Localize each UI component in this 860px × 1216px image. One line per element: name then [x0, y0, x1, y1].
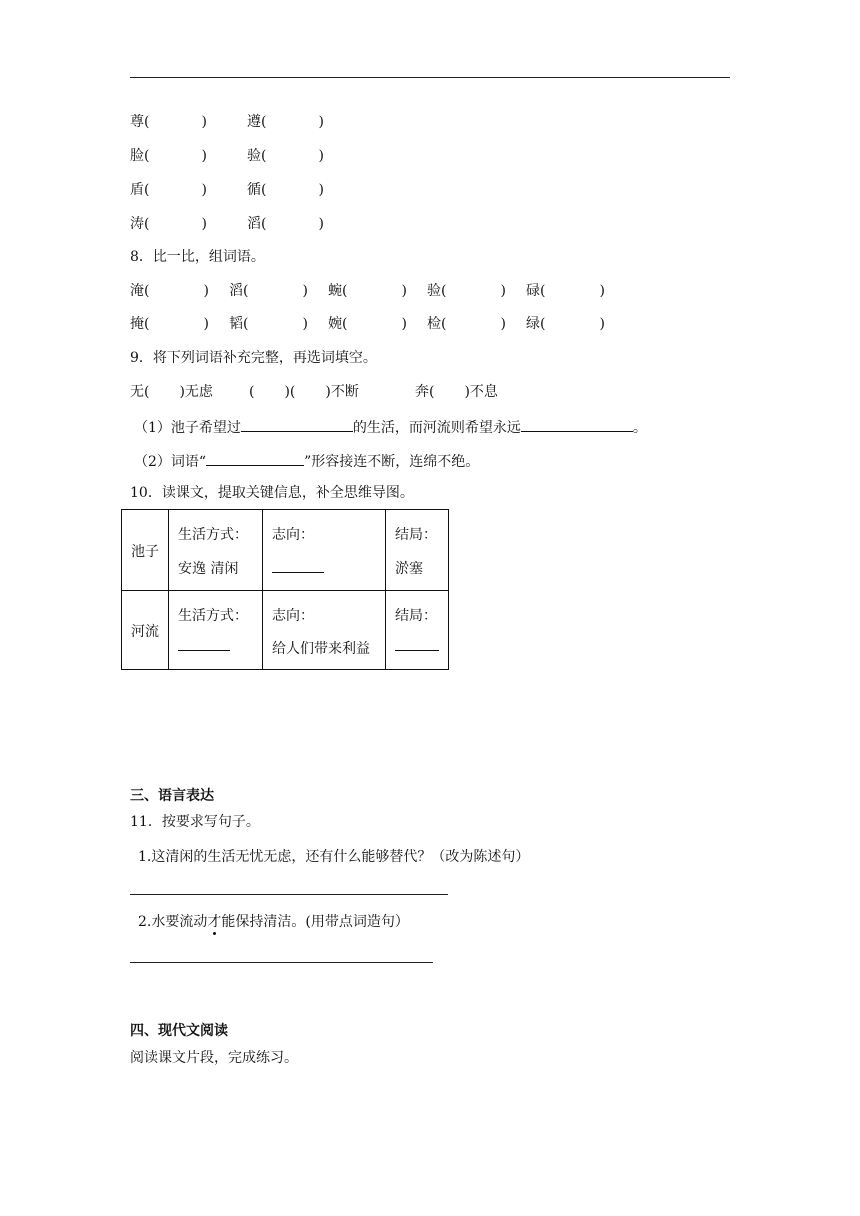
q10-title: 10．读课文，提取关键信息，补全思维导图。: [130, 485, 414, 501]
blank-line[interactable]: [206, 451, 304, 466]
q9-word-2: ( )( )不断: [249, 384, 359, 400]
pair-row-1: 尊( ): [130, 114, 207, 130]
q9-sub-2: （2）词语“ ”形容接连不断，连绵不绝。: [134, 451, 479, 471]
pair-row-3: 盾( ): [130, 182, 207, 198]
answer-blank[interactable]: [395, 638, 439, 651]
outcome-cell: 结局： 淤塞: [386, 510, 449, 591]
answer-line-1[interactable]: [130, 894, 448, 895]
blank-line[interactable]: [521, 417, 633, 432]
answer-blank[interactable]: [178, 638, 230, 651]
q8-row-2-c: 婉( ): [328, 316, 407, 332]
pair-row-3b: 循( ): [247, 182, 324, 198]
pair-row-2: 脸( ): [130, 148, 207, 164]
q9-title: 9．将下列词语补充完整，再选词填空。: [130, 350, 377, 366]
pair-row-2b: 验( ): [247, 148, 324, 164]
q9-word-3: 奔( )不息: [415, 384, 498, 400]
mind-map-table: [121, 509, 449, 670]
pair-row-1b: 遵( ): [247, 114, 324, 130]
q8-row-2: 掩( ): [130, 316, 209, 332]
q8-row-1-b: 滔( ): [229, 283, 308, 299]
q11-sentence-1: 1.这清闲的生活无忧无虑，还有什么能够替代？（改为陈述句）: [138, 849, 530, 865]
answer-line-2[interactable]: [130, 962, 433, 963]
section-3-title: 三、语言表达: [130, 788, 214, 804]
q8-row-2-d: 检( ): [427, 316, 506, 332]
table-row: [122, 510, 449, 591]
lifestyle-cell: 生活方式： 安逸 清闲: [169, 510, 263, 591]
dotted-word: 才: [207, 914, 222, 930]
row-label-cell: 池子: [122, 510, 169, 591]
answer-blank[interactable]: [272, 560, 324, 573]
blank-line[interactable]: [241, 417, 353, 432]
pair-row-4: 涛( ): [130, 216, 207, 232]
section-4-title: 四、现代文阅读: [130, 1023, 228, 1039]
table-row: [122, 591, 449, 670]
pair-row-4b: 滔( ): [247, 216, 324, 232]
row-label-cell: 河流: [122, 591, 169, 670]
q8-row-1-e: 碌( ): [526, 283, 605, 299]
q8-row-1-d: 验( ): [427, 283, 506, 299]
q11-sentence-2: 2.水要流动才能保持清洁。(用带点词造句）: [138, 914, 409, 930]
q8-row-1: 淹( ): [130, 283, 209, 299]
q8-row-2-e: 绿( ): [526, 316, 605, 332]
section-4-intro: 阅读课文片段，完成练习。: [130, 1050, 298, 1066]
q11-title: 11．按要求写句子。: [130, 814, 260, 830]
outcome-cell: 结局：: [386, 591, 449, 670]
q9-sub-1: （1）池子希望过 的生活，而河流则希望永远 。: [134, 417, 647, 437]
aspiration-cell: 志向： 给人们带来利益: [263, 591, 386, 670]
lifestyle-cell: 生活方式：: [169, 591, 263, 670]
q8-row-2-b: 韬( ): [229, 316, 308, 332]
q8-title: 8．比一比，组词语。: [130, 249, 265, 265]
aspiration-cell: 志向：: [263, 510, 386, 591]
q8-row-1-c: 蜿( ): [328, 283, 407, 299]
header-rule: [130, 77, 730, 78]
q9-word-1: 无( )无虑: [130, 384, 213, 400]
